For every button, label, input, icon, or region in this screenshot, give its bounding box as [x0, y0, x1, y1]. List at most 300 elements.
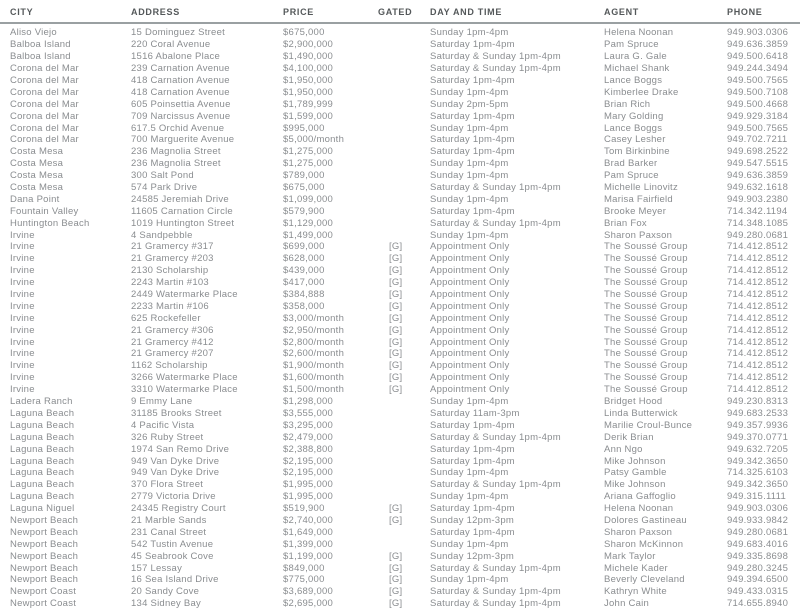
cell-day-and-time: Saturday 1pm-4pm	[430, 146, 515, 158]
cell-price: $775,000	[283, 574, 325, 586]
cell-gated: [G]	[389, 562, 403, 574]
cell-address: 709 Narcissus Avenue	[131, 110, 231, 122]
cell-day-and-time: Saturday 1pm-4pm	[430, 39, 515, 51]
cell-city: Balboa Island	[10, 39, 71, 51]
cell-agent: Mary Golding	[604, 110, 664, 122]
cell-agent: The Soussé Group	[604, 360, 688, 372]
cell-day-and-time: Saturday 1pm-4pm	[430, 205, 515, 217]
cell-city: Irvine	[10, 324, 35, 336]
cell-day-and-time: Sunday 1pm-4pm	[430, 86, 509, 98]
cell-address: 134 Sidney Bay	[131, 598, 202, 610]
cell-agent: Helena Noonan	[604, 27, 674, 39]
cell-price: $384,888	[283, 289, 325, 301]
cell-address: 2233 Martin #106	[131, 300, 209, 312]
cell-day-and-time: Appointment Only	[430, 241, 510, 253]
cell-city: Irvine	[10, 277, 35, 289]
cell-phone: 714.412.8512	[727, 289, 789, 301]
cell-agent: Marilie Croul-Bunce	[604, 419, 693, 431]
cell-agent: Pam Spruce	[604, 39, 659, 51]
cell-agent: Beverly Cleveland	[604, 574, 685, 586]
cell-phone: 714.412.8512	[727, 372, 789, 384]
table-row	[0, 182, 800, 194]
cell-city: Irvine	[10, 372, 35, 384]
cell-price: $789,000	[283, 170, 325, 182]
cell-city: Corona del Mar	[10, 63, 79, 75]
cell-agent: Kathryn White	[604, 586, 667, 598]
cell-day-and-time: Saturday & Sunday 1pm-4pm	[430, 586, 561, 598]
table-row	[0, 98, 800, 110]
cell-phone: 949.500.6418	[727, 51, 789, 63]
cell-phone: 949.335.8698	[727, 550, 789, 562]
cell-day-and-time: Saturday & Sunday 1pm-4pm	[430, 431, 561, 443]
cell-day-and-time: Sunday 2pm-5pm	[430, 98, 509, 110]
cell-agent: Lance Boggs	[604, 122, 663, 134]
cell-gated: [G]	[389, 598, 403, 610]
cell-phone: 949.636.3859	[727, 170, 789, 182]
cell-phone: 949.280.0681	[727, 229, 789, 241]
cell-phone: 949.547.5515	[727, 158, 789, 170]
table-row	[0, 467, 800, 479]
table-row	[0, 538, 800, 550]
table-row	[0, 312, 800, 324]
cell-phone: 714.412.8512	[727, 360, 789, 372]
column-header-price: PRICE	[283, 7, 315, 17]
cell-price: $439,000	[283, 265, 325, 277]
table-row	[0, 324, 800, 336]
cell-day-and-time: Appointment Only	[430, 348, 510, 360]
cell-agent: The Soussé Group	[604, 324, 688, 336]
cell-gated: [G]	[389, 372, 403, 384]
cell-gated: [G]	[389, 253, 403, 265]
cell-city: Laguna Beach	[10, 467, 75, 479]
cell-address: 326 Ruby Street	[131, 431, 204, 443]
cell-price: $3,000/month	[283, 312, 345, 324]
table-row	[0, 348, 800, 360]
cell-phone: 714.412.8512	[727, 348, 789, 360]
cell-gated: [G]	[389, 348, 403, 360]
table-row	[0, 360, 800, 372]
table-row	[0, 372, 800, 384]
cell-day-and-time: Saturday 1pm-4pm	[430, 419, 515, 431]
cell-phone: 714.412.8512	[727, 336, 789, 348]
cell-price: $1,950,000	[283, 75, 334, 86]
cell-price: $5,000/month	[283, 134, 345, 146]
cell-address: 1162 Scholarship	[131, 360, 208, 372]
cell-price: $3,295,000	[283, 419, 334, 431]
cell-phone: 949.500.7108	[727, 86, 789, 98]
cell-address: 31185 Brooks Street	[131, 407, 222, 419]
cell-price: $1,500/month	[283, 384, 345, 396]
cell-phone: 714.348.1085	[727, 217, 789, 229]
cell-phone: 949.500.7565	[727, 122, 789, 134]
table-row	[0, 574, 800, 586]
cell-price: $1,649,000	[283, 526, 334, 538]
cell-city: Aliso Viejo	[10, 27, 57, 39]
cell-city: Irvine	[10, 384, 35, 396]
cell-phone: 714.325.6103	[727, 467, 789, 479]
cell-gated: [G]	[389, 312, 403, 324]
cell-agent: Bridget Hood	[604, 396, 663, 408]
cell-agent: The Soussé Group	[604, 348, 688, 360]
cell-address: 20 Sandy Cove	[131, 586, 200, 598]
table-row	[0, 455, 800, 467]
table-row	[0, 39, 800, 51]
cell-agent: Linda Butterwick	[604, 407, 678, 419]
cell-price: $2,740,000	[283, 514, 334, 526]
cell-agent: Pam Spruce	[604, 170, 659, 182]
cell-address: 1974 San Remo Drive	[131, 443, 230, 455]
cell-phone: 949.929.3184	[727, 110, 789, 122]
cell-agent: Patsy Gamble	[604, 467, 667, 479]
cell-price: $1,099,000	[283, 193, 334, 205]
table-row	[0, 550, 800, 562]
cell-price: $1,995,000	[283, 479, 334, 491]
table-body	[0, 24, 800, 610]
cell-phone: 949.244.3494	[727, 63, 789, 75]
cell-phone: 949.500.4668	[727, 98, 789, 110]
cell-phone: 949.632.7205	[727, 443, 789, 455]
cell-agent: Sharon Paxson	[604, 229, 673, 241]
cell-day-and-time: Sunday 1pm-4pm	[430, 538, 509, 550]
cell-day-and-time: Appointment Only	[430, 384, 510, 396]
cell-city: Laguna Beach	[10, 431, 75, 443]
cell-city: Irvine	[10, 289, 35, 301]
cell-agent: Kimberlee Drake	[604, 86, 679, 98]
cell-agent: Derik Brian	[604, 431, 654, 443]
cell-price: $3,555,000	[283, 407, 334, 419]
column-header-day-and-time: DAY AND TIME	[430, 7, 503, 17]
table-row	[0, 146, 800, 158]
cell-gated: [G]	[389, 574, 403, 586]
table-header	[0, 0, 800, 24]
cell-agent: Michelle Linovitz	[604, 182, 678, 194]
cell-phone: 949.357.9936	[727, 419, 789, 431]
cell-address: 9 Emmy Lane	[131, 396, 193, 408]
cell-price: $1,298,000	[283, 396, 334, 408]
cell-price: $1,499,000	[283, 229, 334, 241]
cell-agent: Dolores Gastineau	[604, 514, 687, 526]
cell-gated: [G]	[389, 289, 403, 301]
cell-city: Newport Coast	[10, 598, 77, 610]
cell-day-and-time: Sunday 12pm-3pm	[430, 514, 515, 526]
cell-day-and-time: Appointment Only	[430, 312, 510, 324]
cell-address: 625 Rockefeller	[131, 312, 201, 324]
cell-price: $1,600/month	[283, 372, 345, 384]
cell-phone: 949.394.6500	[727, 574, 789, 586]
cell-phone: 949.632.1618	[727, 182, 789, 194]
cell-city: Laguna Beach	[10, 407, 75, 419]
cell-phone: 714.412.8512	[727, 312, 789, 324]
cell-day-and-time: Sunday 1pm-4pm	[430, 467, 509, 479]
cell-gated: [G]	[389, 265, 403, 277]
cell-price: $519,900	[283, 503, 325, 515]
cell-address: 220 Coral Avenue	[131, 39, 211, 51]
cell-price: $1,995,000	[283, 491, 334, 503]
cell-price: $579,900	[283, 205, 325, 217]
cell-address: 418 Carnation Avenue	[131, 86, 230, 98]
cell-address: 2243 Martin #103	[131, 277, 209, 289]
cell-phone: 714.412.8512	[727, 265, 789, 277]
table-row	[0, 253, 800, 265]
cell-address: 4 Pacific Vista	[131, 419, 195, 431]
cell-price: $1,789,999	[283, 98, 334, 110]
cell-address: 236 Magnolia Street	[131, 158, 221, 170]
cell-address: 21 Gramercy #317	[131, 241, 214, 253]
cell-agent: The Soussé Group	[604, 289, 688, 301]
cell-gated: [G]	[389, 336, 403, 348]
table-row	[0, 408, 800, 420]
cell-gated: [G]	[389, 384, 403, 396]
cell-city: Corona del Mar	[10, 86, 79, 98]
cell-price: $995,000	[283, 122, 325, 134]
cell-phone: 949.280.3245	[727, 562, 789, 574]
cell-city: Newport Beach	[10, 550, 79, 562]
cell-price: $417,000	[283, 277, 325, 289]
cell-address: 16 Sea Island Drive	[131, 574, 219, 586]
cell-address: 239 Carnation Avenue	[131, 63, 230, 75]
table-row	[0, 598, 800, 610]
cell-city: Newport Coast	[10, 586, 77, 598]
cell-agent: John Cain	[604, 598, 650, 610]
cell-city: Costa Mesa	[10, 182, 64, 194]
cell-address: 45 Seabrook Cove	[131, 550, 214, 562]
cell-phone: 949.636.3859	[727, 39, 789, 51]
cell-gated: [G]	[389, 277, 403, 289]
table-row	[0, 193, 800, 205]
cell-agent: Michael Shank	[604, 63, 670, 75]
cell-agent: Marisa Fairfield	[604, 193, 673, 205]
cell-city: Costa Mesa	[10, 170, 64, 182]
column-header-gated: GATED	[378, 7, 413, 17]
cell-agent: The Soussé Group	[604, 265, 688, 277]
cell-phone: 714.412.8512	[727, 241, 789, 253]
cell-day-and-time: Saturday & Sunday 1pm-4pm	[430, 217, 561, 229]
table-row	[0, 586, 800, 598]
cell-day-and-time: Sunday 1pm-4pm	[430, 229, 509, 241]
cell-price: $2,900,000	[283, 39, 334, 51]
column-header-agent: AGENT	[604, 7, 639, 17]
cell-address: 21 Gramercy #412	[131, 336, 214, 348]
table-row	[0, 110, 800, 122]
cell-phone: 949.903.2380	[727, 193, 789, 205]
cell-price: $1,950,000	[283, 86, 334, 98]
cell-day-and-time: Sunday 1pm-4pm	[430, 396, 509, 408]
cell-agent: Lance Boggs	[604, 75, 663, 86]
cell-day-and-time: Appointment Only	[430, 300, 510, 312]
column-header-address: ADDRESS	[131, 7, 180, 17]
cell-city: Ladera Ranch	[10, 396, 73, 408]
cell-agent: The Soussé Group	[604, 372, 688, 384]
table-row	[0, 170, 800, 182]
cell-price: $675,000	[283, 27, 325, 39]
cell-city: Laguna Beach	[10, 419, 75, 431]
table-row	[0, 562, 800, 574]
cell-address: 4 Sandpebble	[131, 229, 193, 241]
cell-price: $1,129,000	[283, 217, 334, 229]
cell-phone: 949.433.0315	[727, 586, 789, 598]
cell-address: 3310 Watermarke Place	[131, 384, 238, 396]
cell-agent: Casey Lesher	[604, 134, 666, 146]
table-row	[0, 51, 800, 63]
cell-gated: [G]	[389, 586, 403, 598]
table-row	[0, 443, 800, 455]
cell-city: Irvine	[10, 229, 35, 241]
cell-address: 949 Van Dyke Drive	[131, 467, 220, 479]
cell-city: Newport Beach	[10, 526, 79, 538]
cell-phone: 714.655.8940	[727, 598, 789, 610]
cell-address: 418 Carnation Avenue	[131, 75, 230, 86]
cell-day-and-time: Sunday 1pm-4pm	[430, 170, 509, 182]
cell-city: Laguna Beach	[10, 455, 75, 467]
cell-day-and-time: Sunday 12pm-3pm	[430, 550, 515, 562]
cell-day-and-time: Saturday 1pm-4pm	[430, 503, 515, 515]
cell-agent: The Soussé Group	[604, 300, 688, 312]
cell-address: 300 Salt Pond	[131, 170, 194, 182]
cell-day-and-time: Appointment Only	[430, 253, 510, 265]
cell-city: Irvine	[10, 360, 35, 372]
table-row	[0, 515, 800, 527]
cell-price: $2,950/month	[283, 324, 345, 336]
cell-day-and-time: Saturday & Sunday 1pm-4pm	[430, 51, 561, 63]
cell-phone: 714.412.8512	[727, 253, 789, 265]
cell-day-and-time: Saturday 11am-3pm	[430, 407, 520, 419]
cell-price: $3,689,000	[283, 586, 334, 598]
cell-agent: The Soussé Group	[604, 277, 688, 289]
cell-agent: The Soussé Group	[604, 253, 688, 265]
cell-city: Corona del Mar	[10, 75, 79, 86]
cell-day-and-time: Saturday & Sunday 1pm-4pm	[430, 598, 561, 610]
cell-agent: The Soussé Group	[604, 241, 688, 253]
table-row	[0, 384, 800, 396]
cell-day-and-time: Saturday & Sunday 1pm-4pm	[430, 63, 561, 75]
cell-city: Newport Beach	[10, 562, 79, 574]
cell-phone: 949.342.3650	[727, 455, 789, 467]
cell-phone: 949.698.2522	[727, 146, 789, 158]
table-row	[0, 265, 800, 277]
cell-agent: The Soussé Group	[604, 384, 688, 396]
cell-price: $849,000	[283, 562, 325, 574]
cell-price: $675,000	[283, 182, 325, 194]
cell-agent: Ann Ngo	[604, 443, 643, 455]
cell-address: 617.5 Orchid Avenue	[131, 122, 225, 134]
cell-address: 949 Van Dyke Drive	[131, 455, 220, 467]
cell-price: $1,900/month	[283, 360, 345, 372]
cell-phone: 949.230.8313	[727, 396, 789, 408]
cell-address: 21 Marble Sands	[131, 514, 207, 526]
cell-city: Corona del Mar	[10, 110, 79, 122]
cell-price: $699,000	[283, 241, 325, 253]
cell-address: 21 Gramercy #306	[131, 324, 214, 336]
cell-city: Corona del Mar	[10, 134, 79, 146]
cell-address: 24585 Jeremiah Drive	[131, 193, 229, 205]
cell-price: $1,199,000	[283, 550, 334, 562]
cell-day-and-time: Appointment Only	[430, 277, 510, 289]
cell-city: Irvine	[10, 300, 35, 312]
cell-day-and-time: Saturday 1pm-4pm	[430, 443, 515, 455]
cell-price: $2,195,000	[283, 455, 334, 467]
cell-agent: Laura G. Gale	[604, 51, 667, 63]
table-row	[0, 396, 800, 408]
cell-phone: 949.315.1111	[727, 491, 786, 503]
table-row	[0, 63, 800, 75]
cell-day-and-time: Saturday & Sunday 1pm-4pm	[430, 182, 561, 194]
cell-agent: Tom Birkinbine	[604, 146, 670, 158]
cell-city: Irvine	[10, 312, 35, 324]
cell-gated: [G]	[389, 503, 403, 515]
cell-price: $1,599,000	[283, 110, 334, 122]
cell-city: Laguna Beach	[10, 479, 75, 491]
cell-agent: Brian Fox	[604, 217, 647, 229]
cell-address: 700 Marguerite Avenue	[131, 134, 235, 146]
cell-day-and-time: Sunday 1pm-4pm	[430, 193, 509, 205]
cell-agent: Mike Johnson	[604, 455, 666, 467]
cell-address: 1019 Huntington Street	[131, 217, 235, 229]
cell-address: 370 Flora Street	[131, 479, 204, 491]
column-header-phone: PHONE	[727, 7, 763, 17]
cell-phone: 949.500.7565	[727, 75, 789, 86]
table-row	[0, 229, 800, 241]
cell-day-and-time: Saturday 1pm-4pm	[430, 526, 515, 538]
cell-day-and-time: Sunday 1pm-4pm	[430, 122, 509, 134]
cell-gated: [G]	[389, 360, 403, 372]
table-row	[0, 75, 800, 87]
table-row	[0, 336, 800, 348]
cell-address: 2449 Watermarke Place	[131, 289, 238, 301]
cell-city: Irvine	[10, 348, 35, 360]
cell-day-and-time: Appointment Only	[430, 336, 510, 348]
cell-city: Fountain Valley	[10, 205, 79, 217]
cell-day-and-time: Sunday 1pm-4pm	[430, 491, 509, 503]
cell-city: Laguna Beach	[10, 443, 75, 455]
cell-address: 24345 Registry Court	[131, 503, 226, 515]
table-row	[0, 122, 800, 134]
cell-agent: Brooke Meyer	[604, 205, 667, 217]
cell-phone: 949.683.4016	[727, 538, 789, 550]
cell-day-and-time: Appointment Only	[430, 324, 510, 336]
cell-gated: [G]	[389, 324, 403, 336]
cell-price: $1,399,000	[283, 538, 334, 550]
table-row	[0, 158, 800, 170]
cell-phone: 949.370.0771	[727, 431, 789, 443]
cell-city: Corona del Mar	[10, 122, 79, 134]
cell-address: 542 Tustin Avenue	[131, 538, 214, 550]
cell-city: Irvine	[10, 265, 35, 277]
cell-address: 1516 Abalone Place	[131, 51, 221, 63]
cell-phone: 949.933.9842	[727, 514, 789, 526]
cell-day-and-time: Saturday & Sunday 1pm-4pm	[430, 479, 561, 491]
cell-price: $358,000	[283, 300, 325, 312]
cell-address: 2779 Victoria Drive	[131, 491, 216, 503]
cell-agent: Ariana Gaffoglio	[604, 491, 676, 503]
cell-phone: 714.412.8512	[727, 277, 789, 289]
cell-gated: [G]	[389, 241, 403, 253]
cell-phone: 714.412.8512	[727, 324, 789, 336]
table-row	[0, 277, 800, 289]
column-header-city: CITY	[10, 7, 34, 17]
cell-city: Laguna Niguel	[10, 503, 75, 515]
table-row	[0, 289, 800, 301]
cell-gated: [G]	[389, 550, 403, 562]
cell-day-and-time: Saturday 1pm-4pm	[430, 75, 515, 86]
table-row	[0, 217, 800, 229]
cell-address: 21 Gramercy #207	[131, 348, 214, 360]
cell-price: $2,388,800	[283, 443, 334, 455]
cell-address: 2130 Scholarship	[131, 265, 209, 277]
table-row	[0, 241, 800, 253]
cell-agent: Brian Rich	[604, 98, 651, 110]
cell-day-and-time: Sunday 1pm-4pm	[430, 158, 509, 170]
cell-phone: 714.412.8512	[727, 384, 789, 396]
